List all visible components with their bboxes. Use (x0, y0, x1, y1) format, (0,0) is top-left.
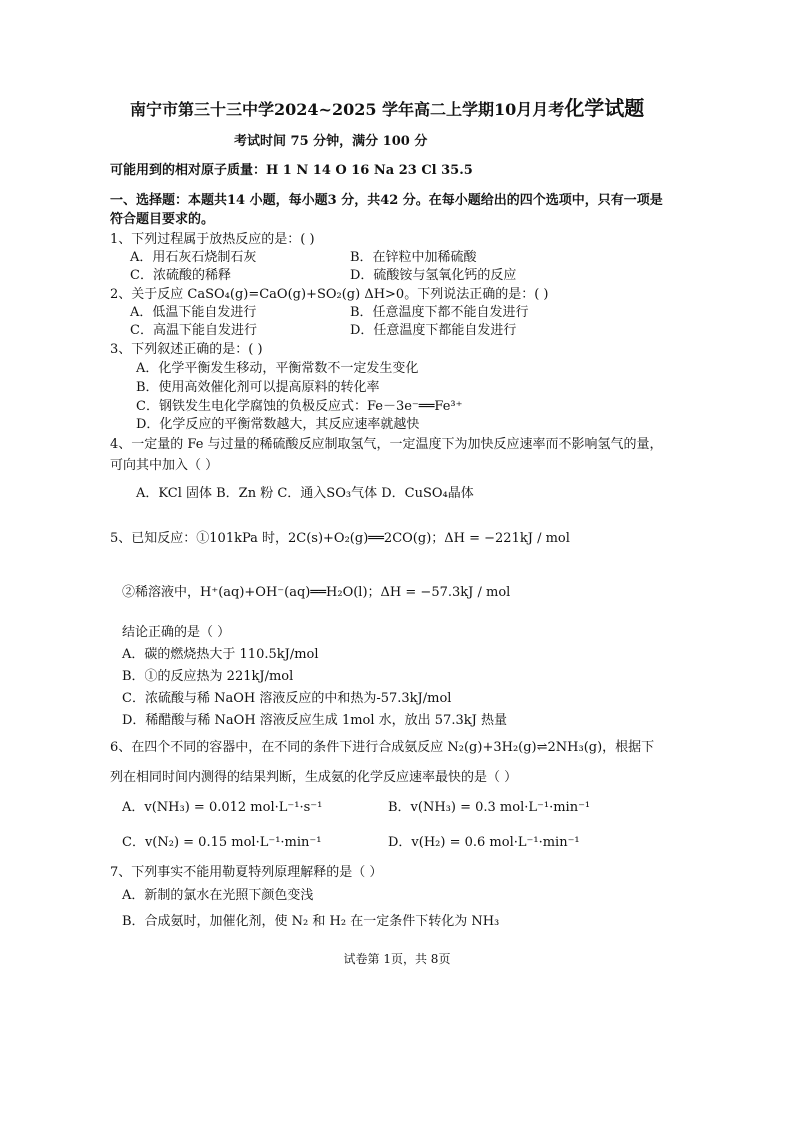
q2-stem: 2、关于反应 CaSO₄(g)=CaO(g)+SO₂(g) ΔH>0。下列说法正确的是：( ) (110, 287, 549, 302)
q1-option-b: B．在锌粒中加稀硫酸 (350, 250, 477, 265)
q5-conclusion: 结论正确的是（ ） (122, 625, 231, 640)
q7-stem: 7、下列事实不能用勒夏特列原理解释的是（ ） (110, 865, 383, 880)
q2-option-b: B．任意温度下都不能自发进行 (350, 305, 529, 320)
q6-option-c: C．v(N₂) = 0.15 mol·L⁻¹·min⁻¹ (122, 835, 322, 850)
q5-equation-2: ②稀溶液中，H⁺(aq)+OH⁻(aq)══H₂O(l)；ΔH = −57.3kJ / mol (122, 585, 511, 600)
title-subject: 化学试题 (564, 96, 645, 120)
q7-option-b: B．合成氨时，加催化剂，使 N₂ 和 H₂ 在一定条件下转化为 NH₃ (122, 914, 500, 929)
q2-option-c: C．高温下能自发进行 (130, 323, 257, 338)
q3-option-c: C．钢铁发生电化学腐蚀的负极反应式：Fe－3e⁻══Fe³⁺ (136, 399, 463, 414)
q6-option-a: A．v(NH₃) = 0.012 mol·L⁻¹·s⁻¹ (122, 800, 323, 815)
q3-option-a: A．化学平衡发生移动，平衡常数不一定发生变化 (136, 361, 419, 376)
q2-option-d: D．任意温度下都能自发进行 (350, 323, 517, 338)
q1-option-a: A．用石灰石烧制石灰 (130, 250, 257, 265)
atomic-masses: 可能用到的相对原子质量：H 1 N 14 O 16 Na 23 Cl 35.5 (110, 163, 473, 178)
page-title (130, 92, 644, 121)
q4-options: A．KCl 固体 B．Zn 粉 C．通入SO₃气体 D．CuSO₄晶体 (136, 486, 474, 501)
q4-stem-line1: 4、一定量的 Fe 与过量的稀硫酸反应制取氢气，一定温度下为加快反应速率而不影响氢气的量， (110, 437, 663, 452)
q2-option-a: A．低温下能自发进行 (130, 305, 257, 320)
q6-option-d: D．v(H₂) = 0.6 mol·L⁻¹·min⁻¹ (388, 835, 580, 850)
q1-stem: 1、下列过程属于放热反应的是：( ) (110, 232, 315, 247)
q5-option-a: A．碳的燃烧热大于 110.5kJ/mol (122, 647, 319, 662)
q1-option-d: D．硫酸铵与氢氧化钙的反应 (350, 268, 517, 283)
exam-info: 考试时间 75 分钟，满分 100 分 (234, 134, 428, 149)
page-footer: 试卷第 1页，共 8页 (343, 952, 451, 966)
section-heading-line2: 符合题目要求的。 (110, 212, 215, 227)
q4-stem-line2: 可向其中加入（ ） (110, 458, 219, 473)
q1-option-c: C．浓硫酸的稀释 (130, 268, 231, 283)
q3-option-d: D．化学反应的平衡常数越大，其反应速率就越快 (136, 417, 420, 432)
title-main: 南宁市第三十三中学2024~2025 学年高二上学期10月月考 (130, 100, 565, 119)
section-heading-line1: 一、选择题：本题共14 小题，每小题3 分，共42 分。在每小题给出的四个选项中，只有一项是 (110, 193, 663, 208)
q6-stem-line1: 6、在四个不同的容器中，在不同的条件下进行合成氨反应 N₂(g)+3H₂(g)⇌2NH₃(g)，根据下 (110, 740, 655, 755)
q7-option-a: A．新制的氯水在光照下颜色变浅 (122, 888, 314, 903)
q6-stem-line2: 列在相同时间内测得的结果判断，生成氨的化学反应速率最快的是（ ） (110, 770, 518, 785)
q5-option-b: B．①的反应热为 221kJ/mol (122, 669, 294, 684)
q6-option-b: B．v(NH₃) = 0.3 mol·L⁻¹·min⁻¹ (388, 800, 591, 815)
q5-option-c: C．浓硫酸与稀 NaOH 溶液反应的中和热为-57.3kJ/mol (122, 691, 452, 706)
q3-option-b: B．使用高效催化剂可以提高原料的转化率 (136, 380, 380, 395)
q3-stem: 3、下列叙述正确的是：( ) (110, 342, 263, 357)
q5-option-d: D．稀醋酸与稀 NaOH 溶液反应生成 1mol 水，放出 57.3kJ 热量 (122, 713, 507, 728)
q5-stem: 5、已知反应：①101kPa 时，2C(s)+O₂(g)══2CO(g)；ΔH = −221kJ / mol (110, 531, 570, 546)
